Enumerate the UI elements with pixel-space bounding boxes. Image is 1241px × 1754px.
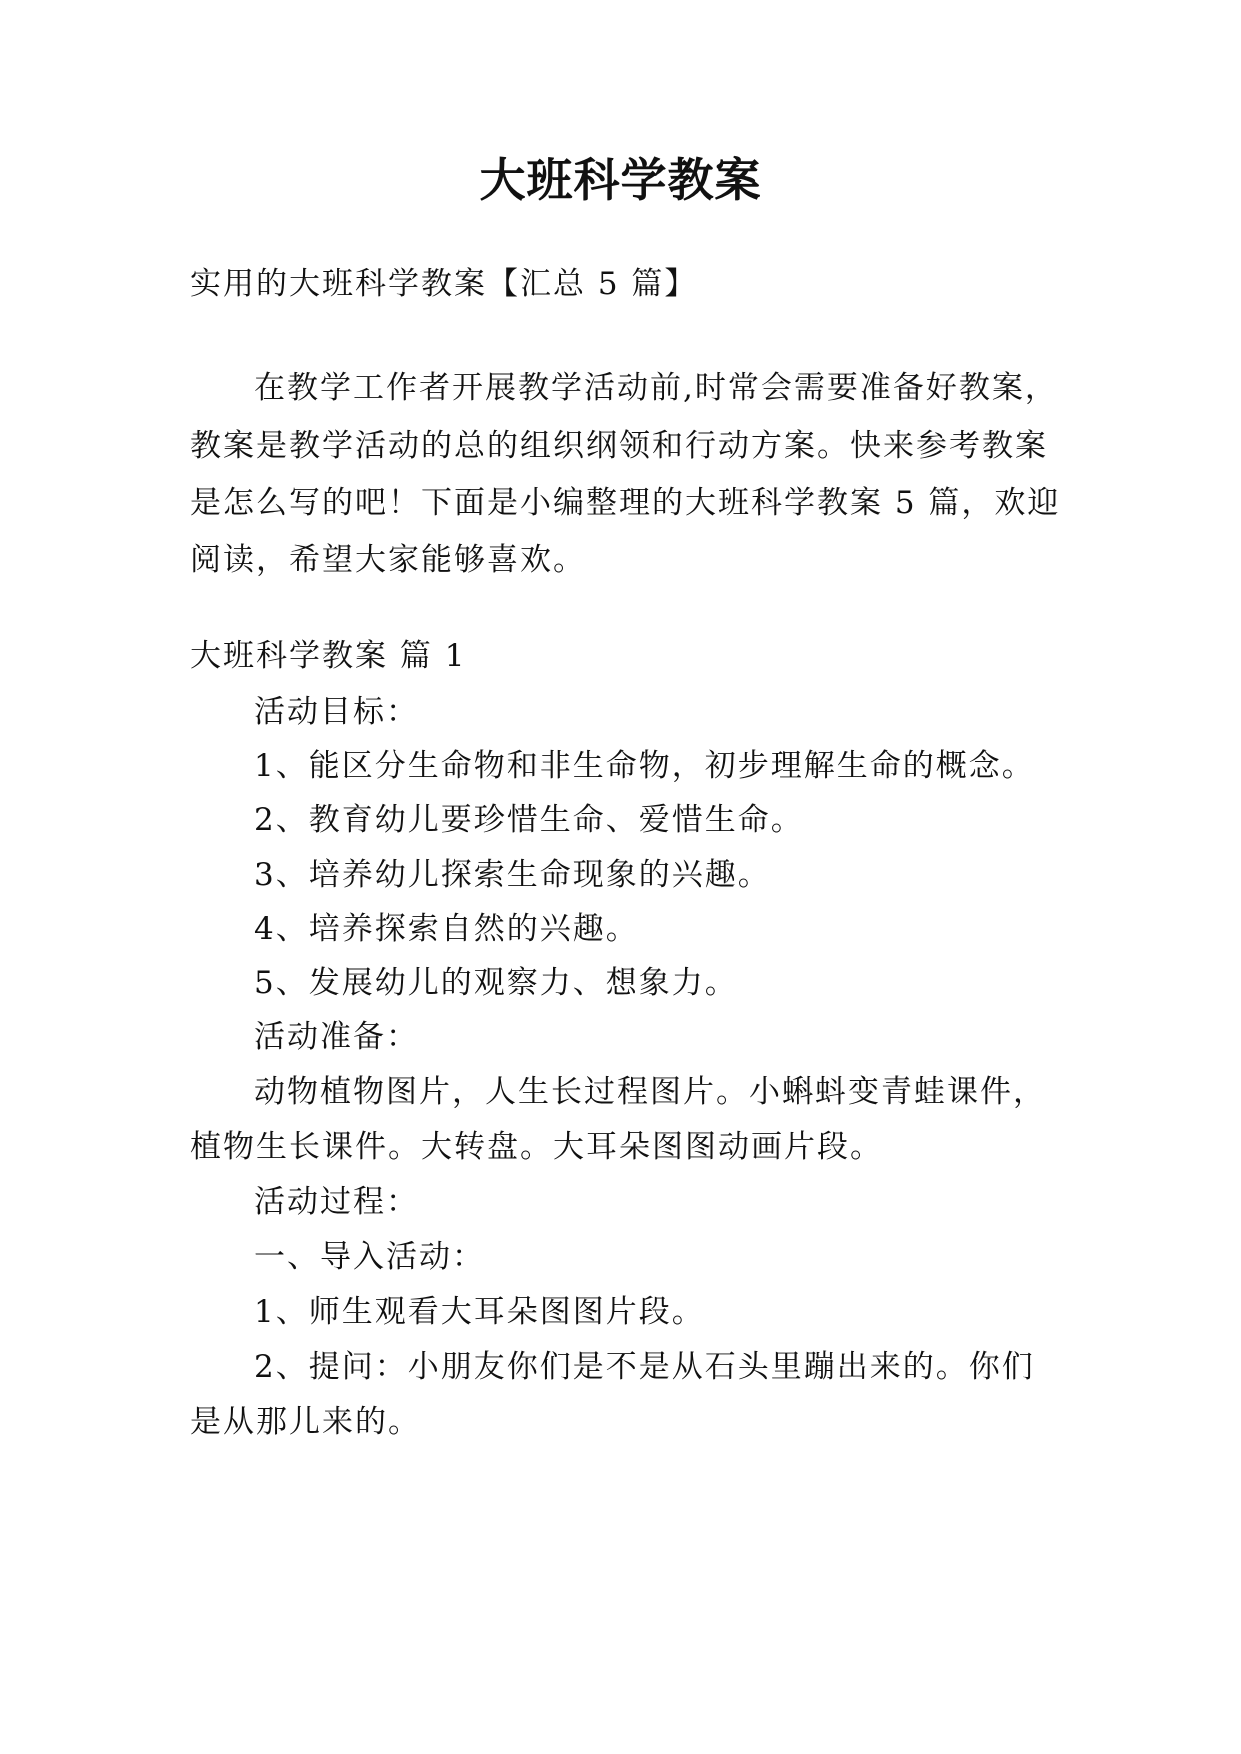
document-title: 大班科学教案: [479, 153, 762, 207]
intro-line: 是怎么写的吧！下面是小编整理的大班科学教案 5 篇，欢迎: [190, 485, 1061, 521]
goal-item: 3、培养幼儿探索生命现象的兴趣。: [254, 857, 771, 893]
goals-label: 活动目标：: [254, 694, 419, 730]
step1-label: 一、导入活动：: [254, 1239, 485, 1275]
process-label: 活动过程：: [254, 1184, 419, 1220]
prep-line: 植物生长课件。大转盘。大耳朵图图动画片段。: [190, 1129, 883, 1165]
prep-label: 活动准备：: [254, 1019, 419, 1055]
intro-line: 教案是教学活动的总的组织纲领和行动方案。快来参考教案: [190, 428, 1048, 464]
intro-line: 阅读，希望大家能够喜欢。: [190, 542, 586, 578]
section-heading: 大班科学教案 篇 1: [190, 638, 467, 674]
document-subtitle: 实用的大班科学教案【汇总 5 篇】: [190, 266, 698, 302]
intro-line: 在教学工作者开展教学活动前,时常会需要准备好教案，: [254, 370, 1058, 406]
goal-item: 1、能区分生命物和非生命物，初步理解生命的概念。: [254, 748, 1035, 784]
goal-item: 5、发展幼儿的观察力、想象力。: [254, 965, 738, 1001]
goal-item: 2、教育幼儿要珍惜生命、爱惜生命。: [254, 802, 804, 838]
step1-item: 1、师生观看大耳朵图图片段。: [254, 1294, 705, 1330]
goal-item: 4、培养探索自然的兴趣。: [254, 911, 639, 947]
step2-line: 2、提问：小朋友你们是不是从石头里蹦出来的。你们: [254, 1349, 1035, 1385]
step2-line: 是从那儿来的。: [190, 1404, 421, 1440]
prep-line: 动物植物图片，人生长过程图片。小蝌蚪变青蛙课件，: [254, 1074, 1046, 1110]
